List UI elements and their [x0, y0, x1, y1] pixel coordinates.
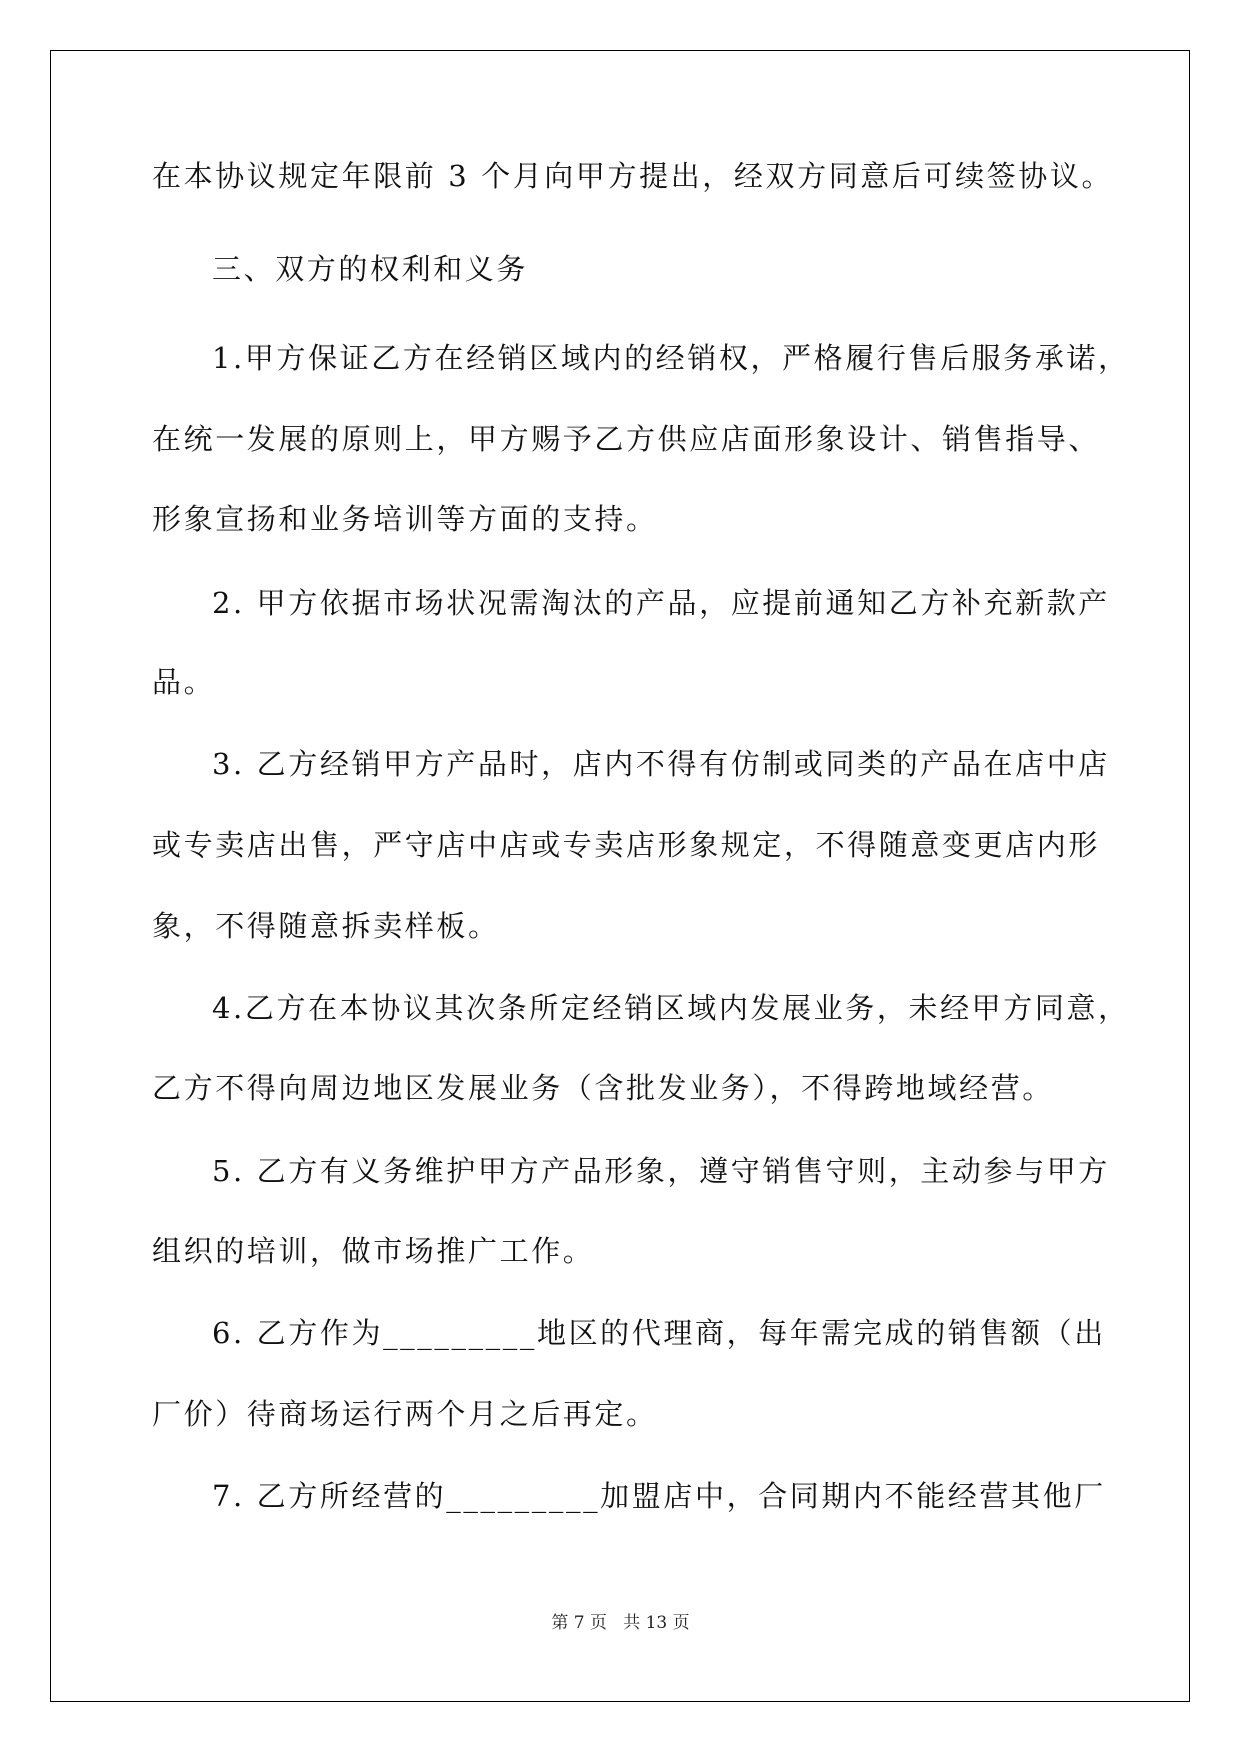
paragraph-line-1: 在本协议规定年限前 3 个月向甲方提出，经双方同意后可续签协议。	[152, 159, 1114, 193]
page-border	[50, 50, 1190, 1702]
section-heading: 三、双方的权利和义务	[212, 252, 529, 286]
paragraph-line-16: 7. 乙方所经营的_________加盟店中，合同期内不能经营其他厂	[212, 1479, 1106, 1513]
paragraph-line-15: 厂价）待商场运行两个月之后再定。	[152, 1397, 658, 1431]
paragraph-line-5: 2. 甲方依据市场状况需淘汰的产品，应提前通知乙方补充新款产	[212, 586, 1110, 620]
paragraph-line-13: 组织的培训，做市场推广工作。	[152, 1234, 595, 1268]
paragraph-line-14: 6. 乙方作为_________地区的代理商，每年需完成的销售额（出	[212, 1316, 1106, 1350]
paragraph-line-10: 4.乙方在本协议其次条所定经销区域内发展业务，未经甲方同意，	[212, 991, 1130, 1025]
paragraph-line-4: 形象宣扬和业务培训等方面的支持。	[152, 502, 658, 536]
paragraph-line-6: 品。	[152, 665, 216, 699]
paragraph-line-3: 在统一发展的原则上，甲方赐予乙方供应店面形象设计、销售指导、	[152, 422, 1101, 456]
paragraph-line-9: 象，不得随意拆卖样板。	[152, 909, 500, 943]
paragraph-line-8: 或专卖店出售，严守店中店或专卖店形象规定，不得随意变更店内形	[152, 828, 1101, 862]
paragraph-line-2: 1.甲方保证乙方在经销区域内的经销权，严格履行售后服务承诺，	[212, 341, 1130, 375]
paragraph-line-7: 3. 乙方经销甲方产品时，店内不得有仿制或同类的产品在店中店	[212, 747, 1110, 781]
paragraph-line-12: 5. 乙方有义务维护甲方产品形象，遵守销售守则，主动参与甲方	[212, 1154, 1110, 1188]
paragraph-line-11: 乙方不得向周边地区发展业务（含批发业务），不得跨地域经营。	[152, 1071, 1054, 1105]
page-number: 第 7 页 共 13 页	[551, 1613, 690, 1633]
